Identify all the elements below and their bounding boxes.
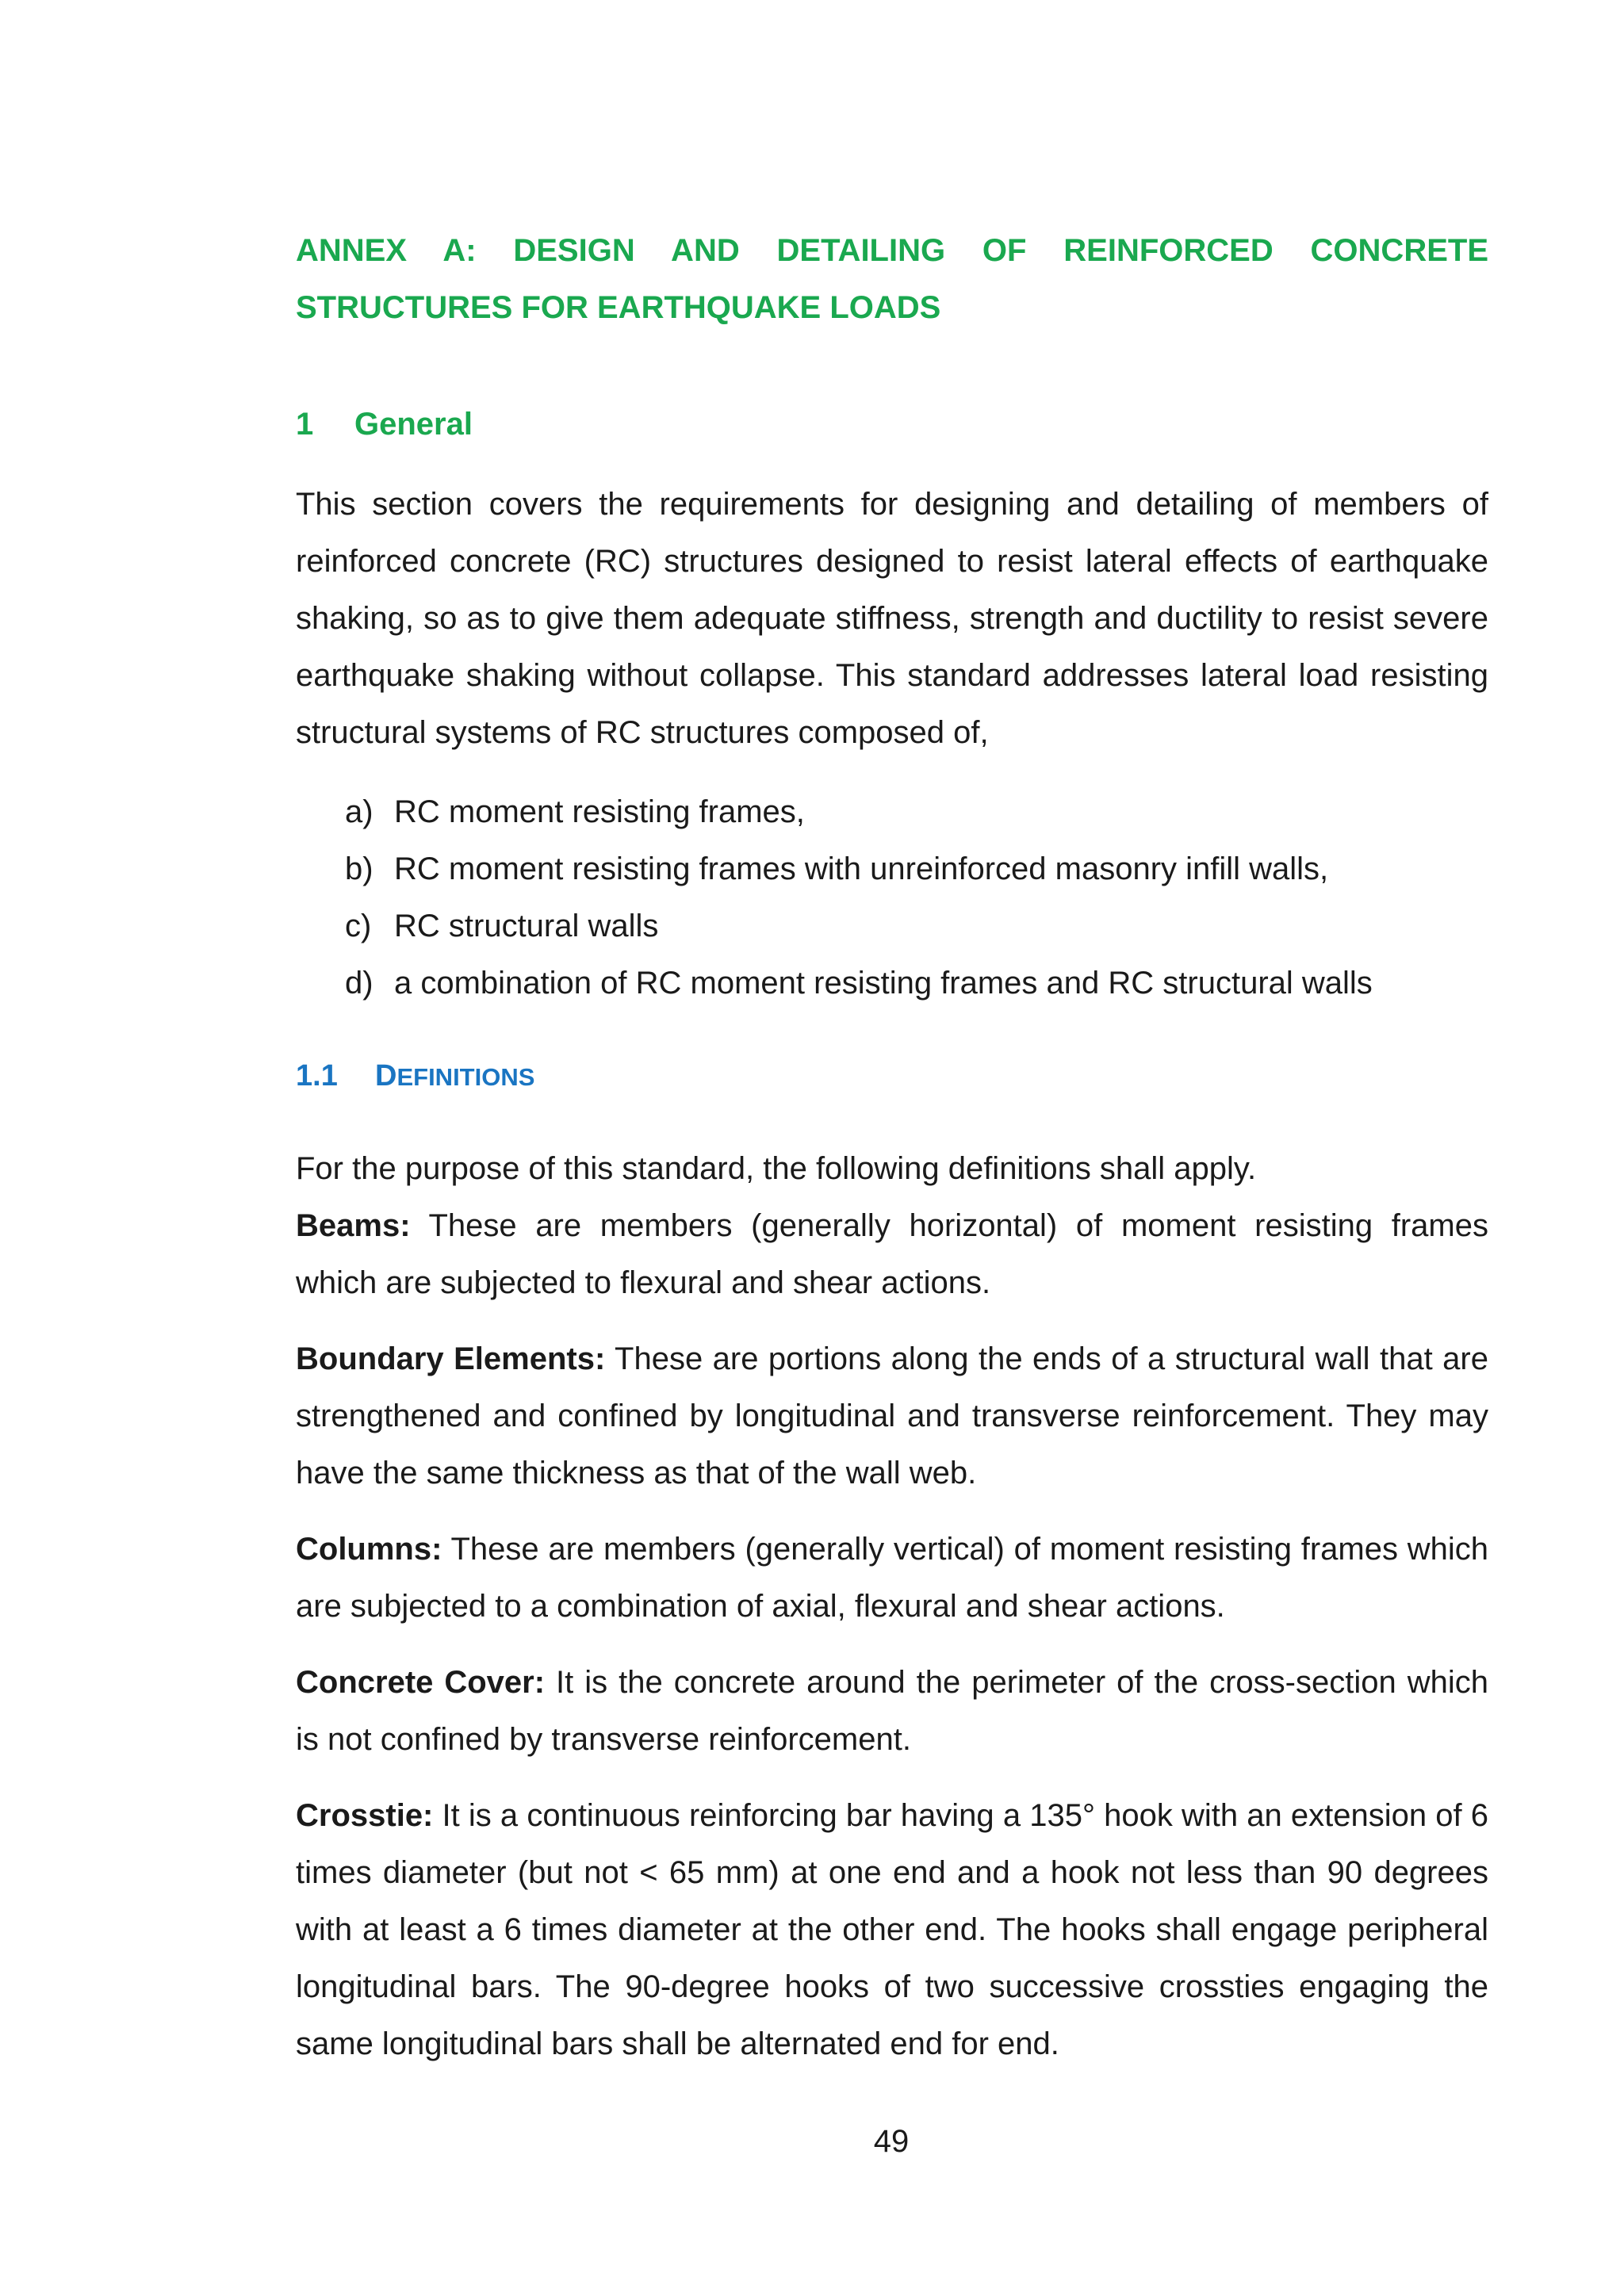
list-item	[296, 783, 1488, 840]
definition-text: These are members (generally vertical) of moment resisting frames which are subjected to a combination of axial, flexural and shear actions.	[296, 1532, 1488, 1624]
list-marker: a)	[345, 794, 373, 829]
page-number: 49	[873, 2124, 910, 2159]
definition-beams	[296, 1197, 1488, 1311]
definition-concrete-cover	[296, 1654, 1488, 1768]
list-marker: c)	[345, 909, 372, 943]
section-heading	[296, 404, 1488, 444]
list-marker: b)	[345, 851, 373, 886]
subsection-title-rest: EFINITIONS	[396, 1063, 535, 1091]
list-item	[296, 955, 1488, 1012]
definition-term: Beams:	[296, 1208, 411, 1243]
list-marker: d)	[345, 966, 373, 1001]
definition-text: These are portions along the ends of a structural wall that are strengthened and confined by longitudinal and transverse reinforcement. They may have the same thickness as that of the wall web.	[296, 1341, 1488, 1490]
list-item-text: RC structural walls	[394, 909, 659, 943]
subsection-number: 1.1	[296, 1059, 338, 1093]
list-item-text: a combination of RC moment resisting frames and RC structural walls	[394, 966, 1373, 1001]
document-page	[296, 222, 1488, 2072]
definition-columns	[296, 1521, 1488, 1635]
list-item-text: RC moment resisting frames,	[394, 794, 805, 829]
definition-term: Crosstie:	[296, 1798, 434, 1833]
section-title: General	[354, 407, 473, 442]
annex-title-line-1: ANNEX A: DESIGN AND DETAILING OF REINFORCED CONCRETE	[296, 233, 1488, 268]
structural-systems-list	[296, 783, 1488, 1012]
definition-term: Columns:	[296, 1532, 442, 1567]
definition-boundary-elements	[296, 1330, 1488, 1502]
definitions-intro: For the purpose of this standard, the following definitions shall apply.	[296, 1151, 1257, 1186]
list-item	[296, 897, 1488, 955]
subsection-heading	[296, 1056, 1488, 1097]
definition-text: It is the concrete around the perimeter of the cross-section which is not confined by transverse reinforcement.	[296, 1665, 1488, 1757]
annex-title	[296, 222, 1488, 336]
definition-term: Concrete Cover:	[296, 1665, 546, 1700]
definition-text: It is a continuous reinforcing bar having a 135° hook with an extension of 6 times diameter (but not < 65 mm) at one end and a hook not less than 90 degrees with at least a 6 times diameter at the other end. The hooks shall engage peripheral longitudinal bars. The 90-degree hooks of two successive crossties engaging the same longitudinal bars shall be alternated end for end.	[296, 1798, 1488, 2061]
section-number: 1	[296, 407, 314, 442]
definition-crosstie	[296, 1787, 1488, 2072]
definition-term: Boundary Elements:	[296, 1341, 606, 1376]
subsection-title-initial: D	[375, 1059, 397, 1093]
list-item-text: RC moment resisting frames with unreinforced masonry infill walls,	[394, 851, 1329, 886]
section-paragraph: This section covers the requirements for designing and detailing of members of reinforced concrete (RC) structures designed to resist lateral effects of earthquake shaking, so as to give them adequate stiffness, strength and ductility to resist severe earthquake shaking without collapse. This standard addresses lateral load resisting structural systems of RC structures composed of,	[296, 487, 1488, 750]
list-item	[296, 840, 1488, 897]
annex-title-line-2: STRUCTURES FOR EARTHQUAKE LOADS	[296, 290, 941, 325]
definition-text: These are members (generally horizontal) of moment resisting frames which are subjected to flexural and shear actions.	[296, 1208, 1488, 1300]
